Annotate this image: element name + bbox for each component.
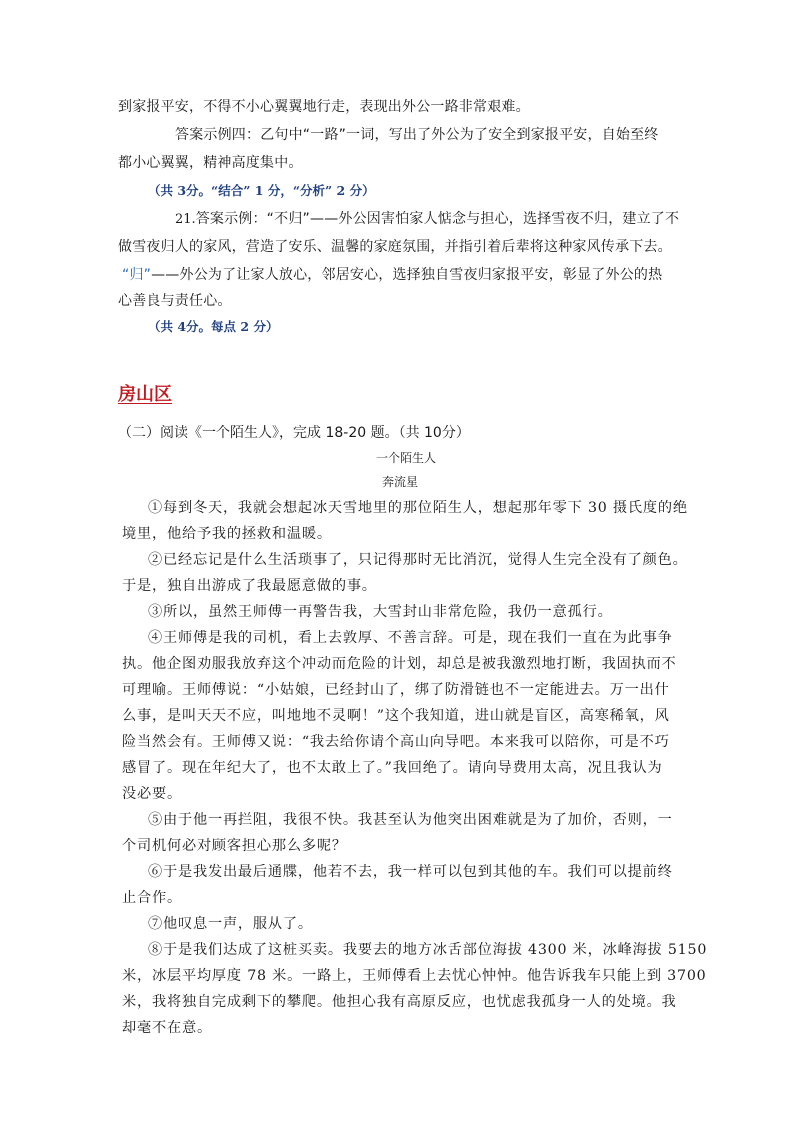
paragraph-line: ⑤由于他一再拦阻，我很不快。我甚至认为他突出困难就是为了加价，否则，一 [148, 812, 673, 828]
article-title: 一个陌生人 [376, 451, 437, 465]
paragraph-line: 感冒了。现在年纪大了，也不太敢上了。”我回绝了。请向导费用太高，况且我认为 [122, 760, 663, 776]
question-number: 21. [175, 212, 196, 227]
paragraph-line: 么事，是叫天天不应，叫地地不灵啊！”这个我知道，进山就是盲区，高寒稀氧，风 [122, 708, 670, 724]
paragraph-line: ④王师傅是我的司机，看上去敦厚、不善言辞。可是，现在我们一直在为此事争 [148, 630, 673, 646]
section-heading: （二）阅读《一个陌生人》，完成 18-20 题。（共 10分） [118, 425, 470, 441]
paragraph-line: 米，我将独自完成剩下的攀爬。他担心我有高原反应，也忧虑我孤身一人的处境。我 [122, 994, 677, 1010]
paragraph-line: 执。他企图劝服我放弃这个冲动而危险的计划，却总是被我激烈地打断，我固执而不 [122, 656, 677, 672]
score-note: （共 3分。“结合” 1 分，“分析” 2 分） [148, 183, 375, 198]
paragraph-line: 米，冰层平均厚度 78 米。一路上，王师傅看上去忧心忡忡。他告诉我车只能上到 3700 [122, 968, 707, 984]
paragraph-line: 险当然会有。王师傅又说：“我去给你请个高山向导吧。本来我可以陪你，可是不巧 [122, 734, 670, 750]
answer-text: ——外公为了让家人放心，邻居安心，选择独自雪夜归家报平安，彰显了外公的热 [151, 267, 663, 283]
answer-line [122, 264, 662, 284]
paragraph-line: 可理喻。王师傅说：“小姑娘，已经封山了，绑了防滑链也不一定能进去。万一出什 [122, 682, 670, 698]
paragraph-line: ①每到冬天，我就会想起冰天雪地里的那位陌生人，想起那年零下 30 摄氏度的绝 [148, 500, 688, 516]
paragraph-line: ③所以，虽然王师傅一再警告我，大雪封山非常危险，我仍一意孤行。 [148, 604, 613, 620]
answer-line: 到家报平安，不得不小心翼翼地行走，表现出外公一路非常艰难。 [118, 99, 530, 115]
paragraph-line: 止合作。 [122, 890, 182, 906]
paragraph-line: ⑦他叹息一声，服从了。 [148, 916, 313, 932]
answer-line: 做雪夜归人的家风，营造了安乐、温馨的家庭氛围，并指引着后辈将这种家风传承下去。 [118, 239, 672, 255]
paragraph-line: ②已经忘记是什么生活琐事了，只记得那时无比消沉，觉得人生完全没有了颜色。 [148, 552, 688, 568]
paragraph-line: 没必要。 [122, 786, 182, 802]
quoted-term: “归” [122, 267, 152, 283]
answer-example-4-line: 都小心翼翼，精神高度集中。 [118, 155, 303, 171]
paragraph-line: 于是，独自出游成了我最愿意做的事。 [122, 578, 377, 594]
paragraph-line: ⑧于是我们达成了这桩买卖。我要去的地方冰舌部位海拔 4300 米，冰峰海拔 5150 [148, 942, 708, 958]
score-note: （共 4分。每点 2 分） [148, 319, 279, 334]
answer-example-4-line: 答案示例四：乙句中“一路”一词，写出了外公为了安全到家报平安，自始至终 [175, 127, 659, 143]
answer-text: 答案示例：“不归”——外公因害怕家人惦念与担心，选择雪夜不归，建立了不 [195, 211, 680, 227]
paragraph-line: 却毫不在意。 [122, 1020, 212, 1036]
district-heading: 房山区 [118, 384, 172, 405]
answer-line: 心善良与责任心。 [118, 293, 232, 309]
paragraph-line: 个司机何必对顾客担心那么多呢？ [122, 838, 347, 854]
paragraph-line: 境里，他给予我的拯救和温暖。 [122, 526, 332, 542]
paragraph-line: ⑥于是我发出最后通牒，他若不去，我一样可以包到其他的车。我们可以提前终 [148, 864, 673, 880]
article-author: 奔流星 [382, 475, 419, 489]
question-21-line [175, 208, 679, 228]
